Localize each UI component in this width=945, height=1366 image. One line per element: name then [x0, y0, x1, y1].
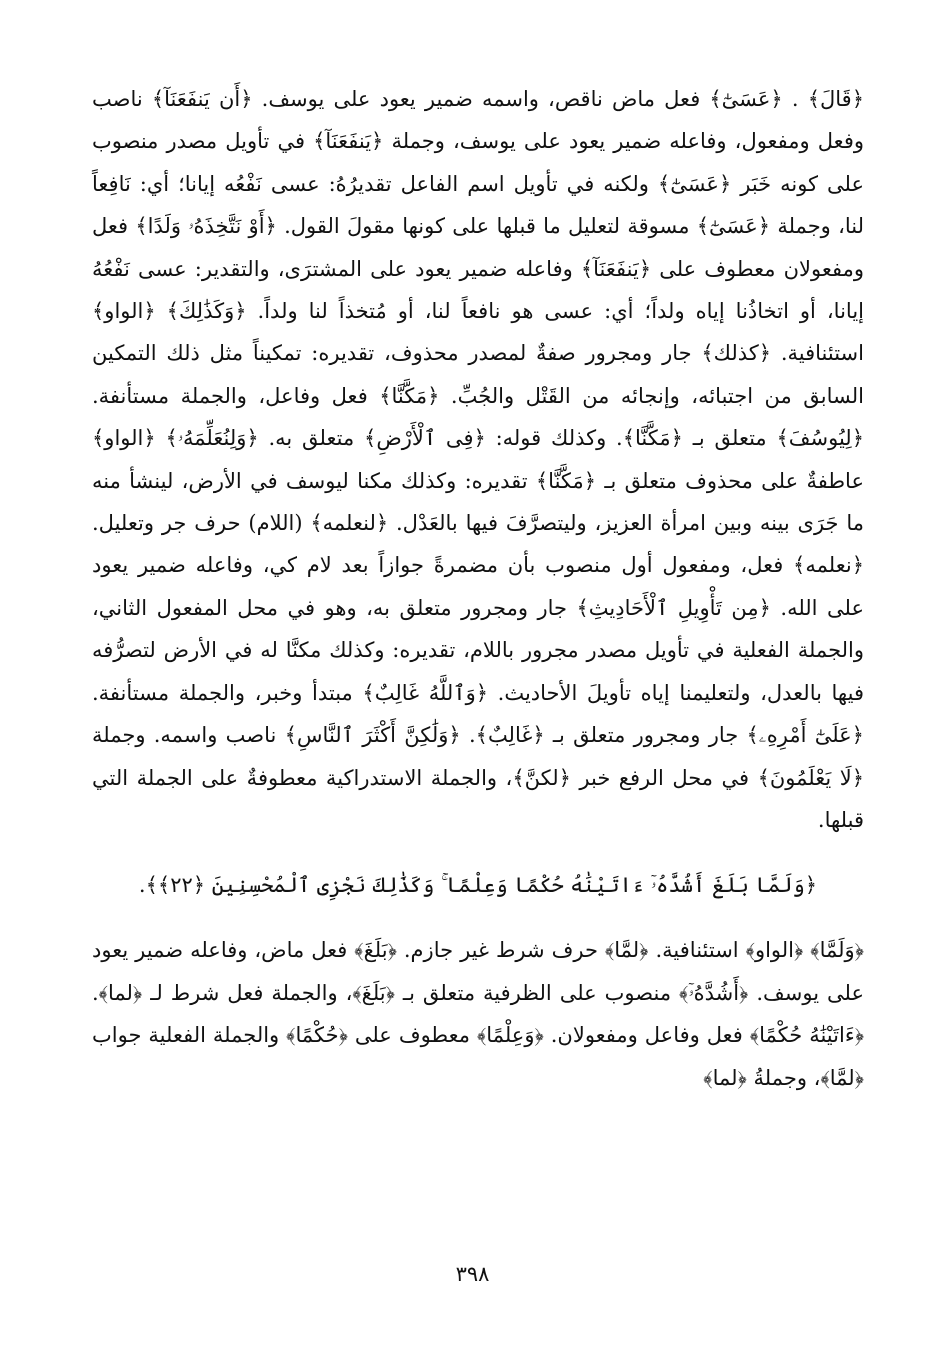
quran-verse: ﴿وَلَمَّا بَلَغَ أَشُدَّهُۥٓ ءَاتَيْنَٰهُ حُكْمًا وَعِلْمًا ۚ وَكَذَٰلِكَ نَجْزِى ٱلْمُحْسِنِينَ ﴿٢٢﴾﴾. — [138, 873, 818, 898]
page-body — [92, 78, 864, 1099]
commentary-paragraph-continued: ﴿وَلَمَّا﴾ ﴿الواو﴾ استئنافية. ﴿لمَّا﴾ حرف شرط غير جازم. ﴿بَلَغَ﴾ فعل ماض، وفاعله ضمير يعود على يوسف. ﴿أَشُدَّهُۥٓ﴾ منصوب على الظرفية متعلق بـ ﴿بَلَغَ﴾، والجملة فعل شرط لـ ﴿لما﴾. ﴿ءَاتَيْنَٰهُ حُكْمًا﴾ فعل وفاعل ومفعولان. ﴿وَعِلْمًا﴾ معطوف على ﴿حُكْمًا﴾ والجملة الفعلية جواب ﴿لمَّا﴾، وجملةُ ﴿لما﴾ — [92, 938, 864, 1090]
page-number: ٣٩٨ — [455, 1262, 490, 1286]
commentary-paragraph: ﴿قَالَ﴾ . ﴿عَسَىٰٓ﴾ فعل ماض ناقص، واسمه ضمير يعود على يوسف. ﴿أَن يَنفَعَنَآ﴾ ناصب وفعل ومفعول، وفاعله ضمير يعود على يوسف، وجملة ﴿يَنفَعَنَآ﴾ في تأويل مصدر منصوب على كونه خَبَر ﴿عَسَىٰٓ﴾ ولكنه في تأويل اسم الفاعل تقديرُهُ: عسى نَفْعُه إيانا؛ أي: نَافِعاً لنا، وجملة ﴿عَسَىٰٓ﴾ مسوقة لتعليل ما قبلها على كونها مقولَ القول. ﴿أَوْ نَتَّخِذَهُۥ وَلَدًا﴾ فعل ومفعولان معطوف على ﴿يَنفَعَنَآ﴾ وفاعله ضمير يعود على المشترَى، والتقدير: عسى نَفْعُهُ إيانا، أو اتخاذُنا إياه ولداً؛ أي: عسى هو نافعاً لنا، أو مُتخذاً لنا ولداً. ﴿وَكَذَٰلِكَ﴾ ﴿الواو﴾ استئنافية. ﴿كذلك﴾ جار ومجرور صفةٌ لمصدر محذوف، تقديره: تمكيناً مثل ذلك التمكين السابق من اجتبائه، وإنجائه من القَتْل والجُبِّ. ﴿مَكَّنَّا﴾ فعل وفاعل، والجملة مستأنفة. ﴿لِيُوسُفَ﴾ متعلق بـ ﴿مَكَّنَّا﴾. وكذلك قوله: ﴿فِى ٱلْأَرْضِ﴾ متعلق به. ﴿وَلِنُعَلِّمَهُۥ﴾ ﴿الواو﴾ عاطفةٌ على محذوف متعلق بـ ﴿مَكَّنَّا﴾ تقديره: وكذلك مكنا ليوسف في الأرض، لينشأ منه ما جَرَى بينه وبين امرأة العزيز، وليتصرَّفَ فيها بالعَدْل. ﴿لنعلمه﴾ (اللام) حرف جر وتعليل. ﴿نعلمه﴾ فعل، ومفعول أول منصوب بأن مضمرةً جوازاً بعد لام كي، وفاعله ضمير يعود على الله. ﴿مِن تَأْوِيلِ ٱلْأَحَادِيثِ﴾ جار ومجرور متعلق به، وهو في محل المفعول الثاني، والجملة الفعلية في تأويل مصدر مجرور باللام، تقديره: وكذلك مكنَّا له في الأرض لتصرُّفه فيها بالعدل، ولتعليمنا إياه تأويلَ الأحاديث. ﴿وَٱللَّهُ غَالِبٌ﴾ مبتدأ وخبر، والجملة مستأنفة. ﴿عَلَىٰٓ أَمْرِهِۦ﴾ جار ومجرور متعلق بـ ﴿غَالِبٌ﴾. ﴿وَلَٰكِنَّ أَكْثَرَ ٱلنَّاسِ﴾ ناصب واسمه. وجملة ﴿لَا يَعْلَمُونَ﴾ في محل الرفع خبر ﴿لكنَّ﴾، والجملة الاستدراكية معطوفةٌ على الجملة التي قبلها. — [92, 87, 864, 832]
